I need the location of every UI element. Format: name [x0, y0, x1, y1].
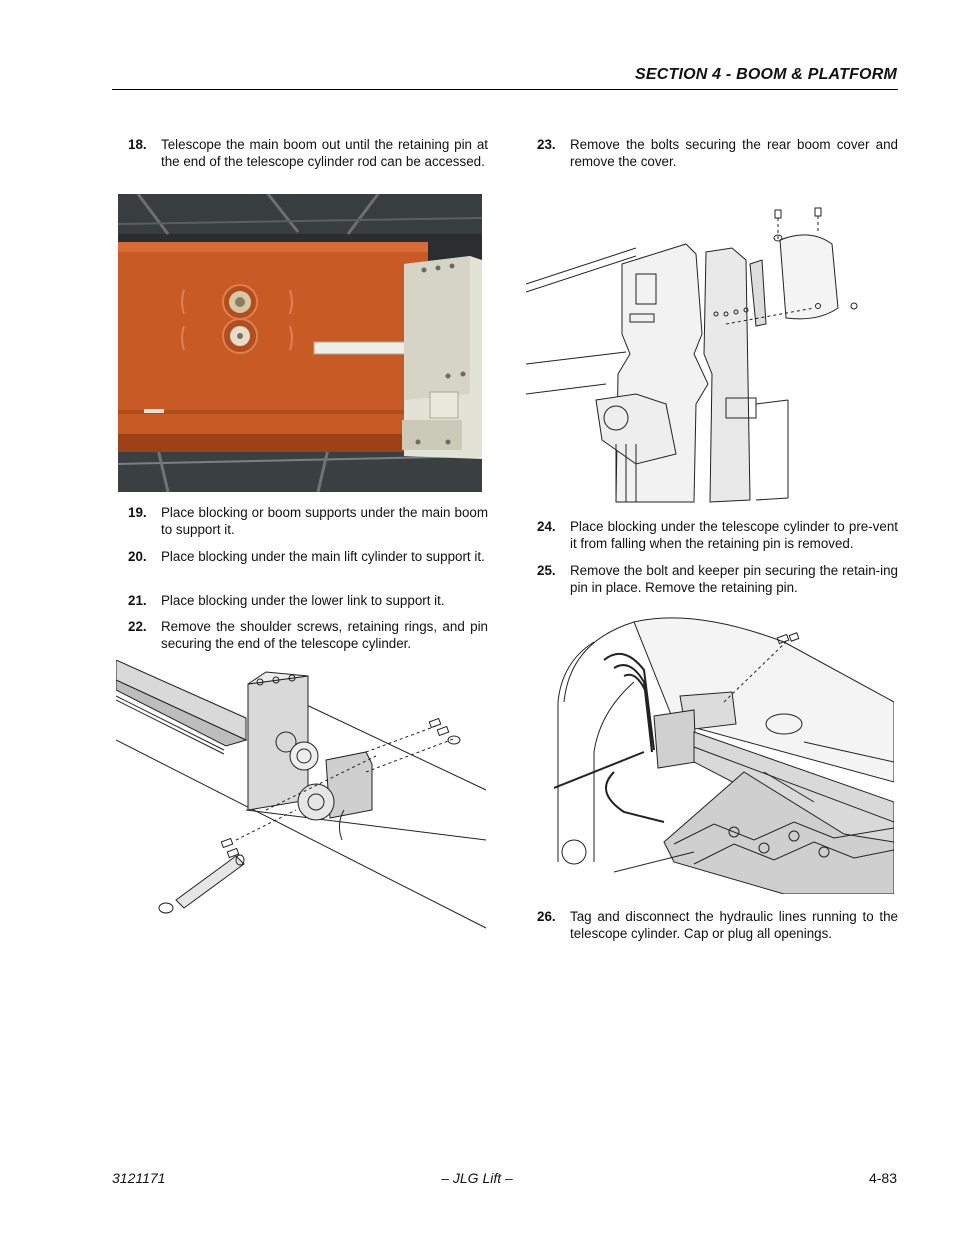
step-number: 18. [128, 137, 147, 152]
section-header-title: SECTION 4 - BOOM & PLATFORM [635, 66, 897, 83]
step-24 [537, 518, 898, 554]
footer-center: – JLG Lift – [441, 1170, 513, 1186]
step-text: Remove the shoulder screws, retaining rings, and pin securing the end of the telescope cylinder. [161, 619, 488, 651]
step-20 [128, 548, 488, 584]
step-25 [537, 562, 898, 598]
step-text: Place blocking under the lower link to support it. [161, 593, 445, 608]
step-number: 24. [537, 519, 556, 534]
step-21 [128, 592, 488, 610]
step-text: Place blocking under the telescope cylinder to pre-vent it from falling when the retaining pin is removed. [570, 519, 898, 551]
step-23 [537, 136, 898, 172]
boom-photo [118, 194, 482, 492]
step-text: Place blocking under the main lift cylinder to support it. [161, 549, 485, 564]
step-26 [537, 908, 898, 944]
retaining-pin-illustration [554, 612, 894, 894]
step-18 [128, 136, 488, 188]
step-number: 19. [128, 505, 147, 520]
step-number: 20. [128, 549, 147, 564]
step-text: Telescope the main boom out until the retaining pin at the end of the telescope cylinder rod can be accessed. [161, 137, 488, 169]
step-text: Place blocking or boom supports under the main boom to support it. [161, 505, 488, 537]
footer-page-number: 4-83 [868, 1170, 897, 1186]
step-number: 25. [537, 563, 556, 578]
step-text: Remove the bolts securing the rear boom cover and remove the cover. [570, 137, 898, 169]
step-text: Remove the bolt and keeper pin securing the retain-ing pin in place. Remove the retaining pin. [570, 563, 898, 595]
step-19 [128, 504, 488, 540]
step-number: 23. [537, 137, 556, 152]
step-22 [128, 618, 488, 654]
step-text: Tag and disconnect the hydraulic lines running to the telescope cylinder. Cap or plug all openings. [570, 909, 898, 941]
cylinder-end-illustration [116, 660, 490, 930]
header-rule [112, 89, 898, 90]
rear-boom-cover-illustration [526, 204, 866, 504]
step-number: 22. [128, 619, 147, 634]
step-number: 26. [537, 909, 556, 924]
step-number: 21. [128, 593, 147, 608]
footer-doc-number: 3121171 [112, 1170, 166, 1186]
